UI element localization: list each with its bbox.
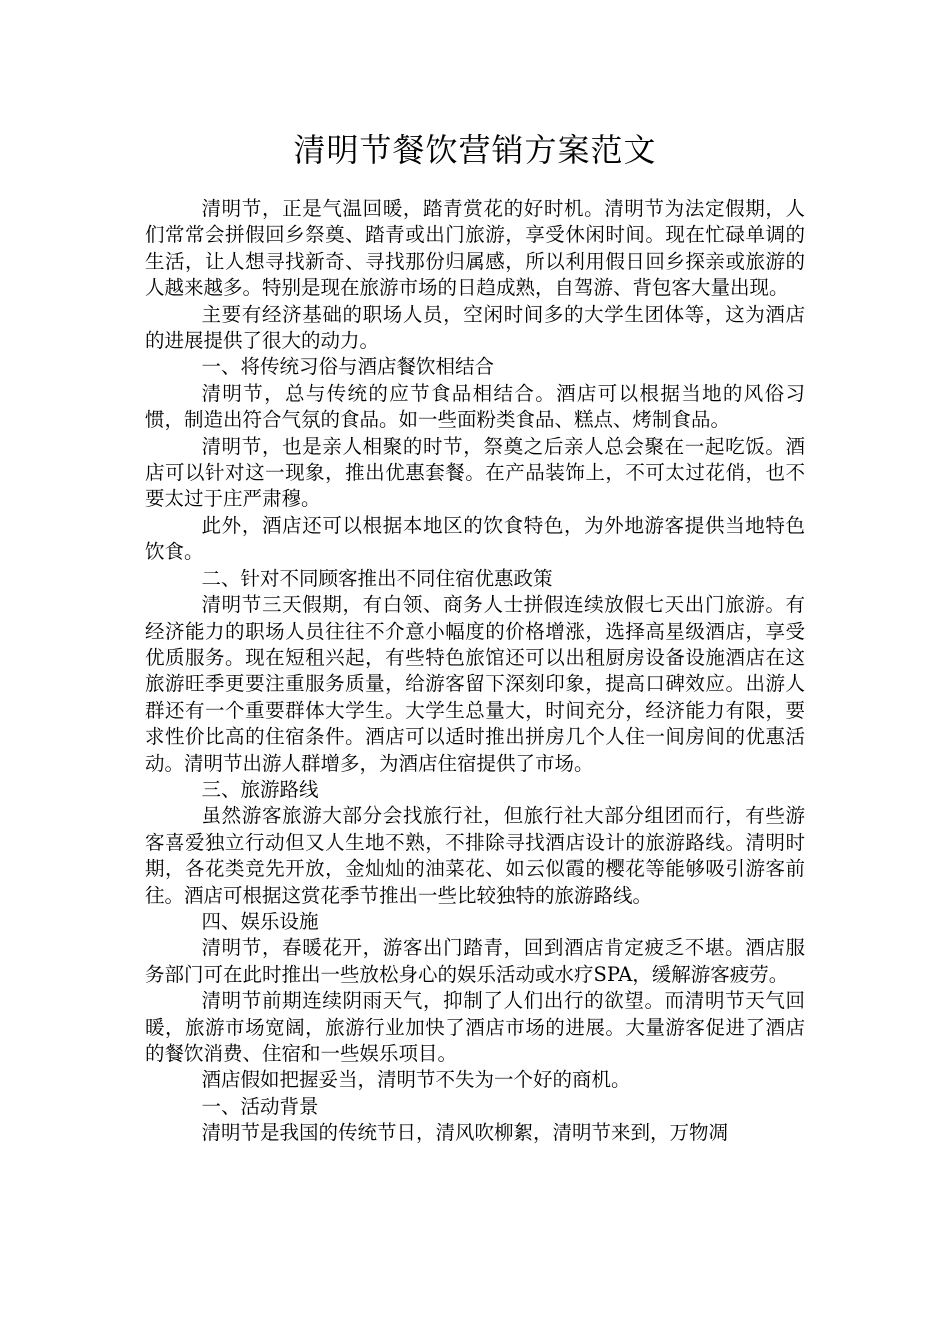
section-heading: 四、娱乐设施 <box>201 909 319 933</box>
section-heading: 三、旅游路线 <box>201 777 319 801</box>
paragraph: 主要有经济基础的职场人员，空闲时间多的大学生团体等，这为酒店的进展提供了很大的动力。 <box>145 302 805 353</box>
document-title: 清明节餐饮营销方案范文 <box>293 131 657 169</box>
paragraph: 此外，酒店还可以根据本地区的饮食特色，为外地游客提供当地特色饮食。 <box>145 513 805 564</box>
paragraph: 清明节前期连续阴雨天气，抑制了人们出行的欲望。而清明节天气回暖，旅游市场宽阔，旅游行业加快了酒店市场的进展。大量游客促进了酒店的餐饮消费、住宿和一些娱乐项目。 <box>145 989 805 1065</box>
paragraph: 清明节，春暖花开，游客出门踏青，回到酒店肯定疲乏不堪。酒店服务部门可在此时推出一些放松身心的娱乐活动或水疗SPA，缓解游客疲劳。 <box>145 936 805 986</box>
paragraph: 清明节是我国的传统节日，清风吹柳絮，清明节来到，万物凋 <box>201 1121 729 1145</box>
section-heading: 一、活动背景 <box>201 1094 319 1118</box>
document-body <box>145 196 805 1147</box>
paragraph: 清明节，总与传统的应节食品相结合。酒店可以根据当地的风俗习惯，制造出符合气氛的食品。如一些面粉类食品、糕点、烤制食品。 <box>145 381 805 432</box>
section-heading: 二、针对不同顾客推出不同住宿优惠政策 <box>201 566 553 590</box>
paragraph: 清明节，也是亲人相聚的时节，祭奠之后亲人总会聚在一起吃饭。酒店可以针对这一现象，推出优惠套餐。在产品装饰上，不可太过花俏，也不要太过于庄严肃穆。 <box>145 434 805 511</box>
section-heading: 一、将传统习俗与酒店餐饮相结合 <box>201 355 495 379</box>
paragraph: 清明节，正是气温回暖，踏青赏花的好时机。清明节为法定假期，人们常常会拼假回乡祭奠、踏青或出门旅游，享受休闲时间。现在忙碌单调的生活，让人想寻找新奇、寻找那份归属感，所以利用假日回乡探亲或旅游的人越来越多。特别是现在旅游市场的日趋成熟，自驾游、背包客大量出现。 <box>145 197 805 300</box>
paragraph: 酒店假如把握妥当，清明节不失为一个好的商机。 <box>201 1068 631 1092</box>
paragraph: 清明节三天假期，有白领、商务人士拼假连续放假七天出门旅游。有经济能力的职场人员往往不介意小幅度的价格增涨，选择高星级酒店，享受优质服务。现在短租兴起，有些特色旅馆还可以出租厨房设备设施酒店在这旅游旺季更要注重服务质量，给游客留下深刻印象，提高口碑效应。出游人群还有一个重要群体大学生。大学生总量大，时间充分，经济能力有限，要求性价比高的住宿条件。酒店可以适时推出拼房几个人住一间房间的优惠活动。清明节出游人群增多，为酒店住宿提供了市场。 <box>145 593 805 775</box>
paragraph: 虽然游客旅游大部分会找旅行社，但旅行社大部分组团而行，有些游客喜爱独立行动但又人生地不熟，不排除寻找酒店设计的旅游路线。清明时期，各花类竞先开放，金灿灿的油菜花、如云似霞的樱花等能够吸引游客前往。酒店可根据这赏花季节推出一些比较独特的旅游路线。 <box>145 804 805 907</box>
